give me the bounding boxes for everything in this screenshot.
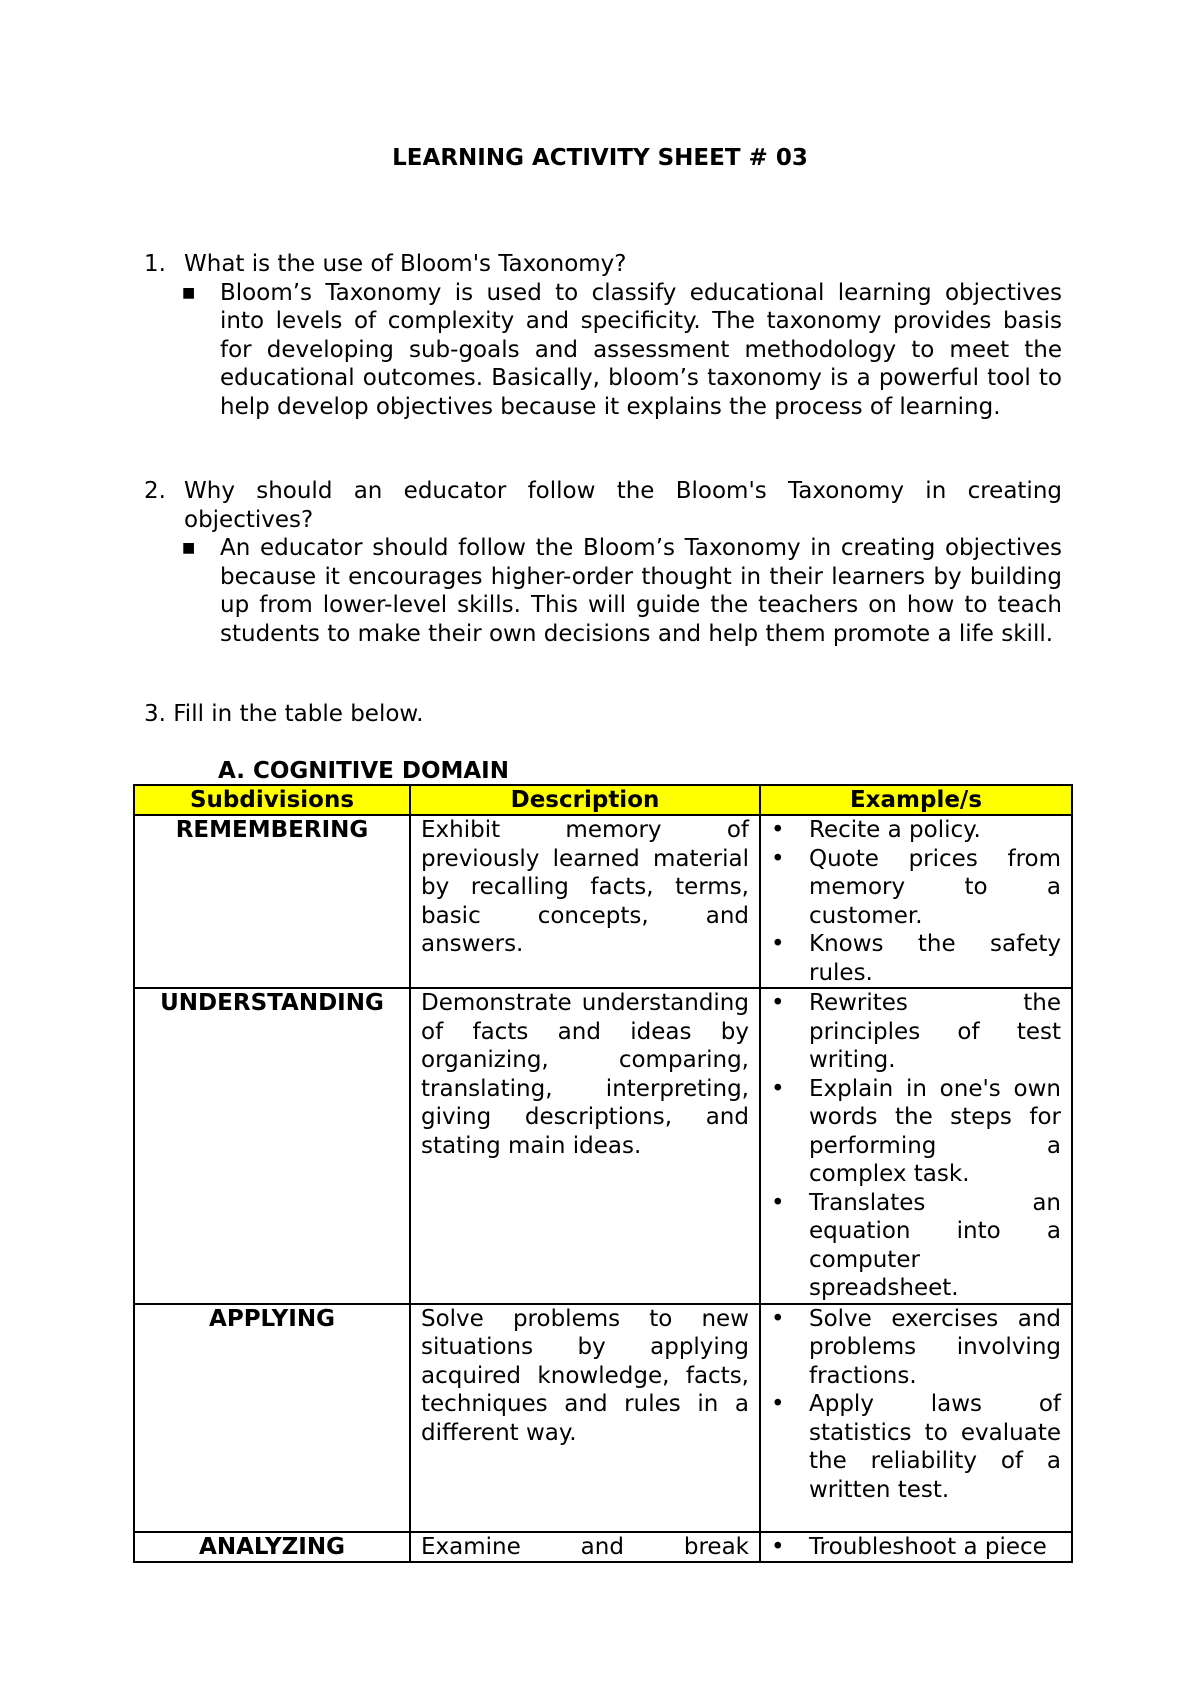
header-subdivisions: Subdivisions <box>134 785 410 815</box>
description-cell: Exhibit memory of previously learned material by recalling facts, terms, basic concepts, and answers. <box>410 815 760 988</box>
examples-cell <box>760 1532 1072 1563</box>
examples-cell <box>760 1304 1072 1532</box>
page-title: LEARNING ACTIVITY SHEET # 03 <box>392 145 808 171</box>
bullet-icon: • <box>771 1391 785 1417</box>
list-item <box>771 1390 1061 1504</box>
example-text: Rewrites the principles of test writing. <box>809 990 1061 1073</box>
question-1 <box>144 250 1062 421</box>
table-header-row <box>134 785 1072 815</box>
description-cell: Examine and break <box>410 1532 760 1563</box>
subdivision-cell: ANALYZING <box>134 1532 410 1563</box>
example-text: Quote prices from memory to a customer. <box>809 845 1061 929</box>
description-cell: Demonstrate understanding of facts and ideas by organizing, comparing, translating, interpreting, giving descriptions, and stating main ideas. <box>410 988 760 1304</box>
answer-text: Bloom’s Taxonomy is used to classify educational learning objectives into levels of complexity and specificity. The taxonomy provides basis for developing sub-goals and assessment methodology to meet the educational outcomes. Basically, bloom’s taxonomy is a powerful tool to help develop objectives because it explains the process of learning. <box>220 279 1062 420</box>
list-item <box>771 1533 1061 1562</box>
bullet-icon: • <box>771 1189 785 1216</box>
header-description: Description <box>410 785 760 815</box>
table-row <box>134 1532 1072 1563</box>
subdivision-cell: APPLYING <box>134 1304 410 1532</box>
square-bullet-icon: ■ <box>182 540 196 556</box>
answer-1 <box>182 279 1062 422</box>
example-text: Explain in one's own words the steps for performing a complex task. <box>809 1075 1061 1187</box>
examples-cell <box>760 988 1072 1304</box>
table-row <box>134 815 1072 988</box>
cognitive-domain-table <box>133 784 1073 1563</box>
example-text: Knows the safety rules. <box>809 931 1061 986</box>
example-text: Apply laws of statistics to evaluate the reliability of a written test. <box>809 1391 1061 1503</box>
bullet-icon: • <box>771 817 785 843</box>
answer-text: An educator should follow the Bloom’s Taxonomy in creating objectives because it encourages higher-order thought in their learners by building up from lower-level skills. This will guide the teachers on how to teach students to make their own decisions and help them promote a life skill. <box>220 535 1062 647</box>
section-title: A. COGNITIVE DOMAIN <box>218 758 509 784</box>
list-item <box>771 989 1061 1075</box>
bullet-icon: • <box>771 845 785 872</box>
bullet-icon: • <box>771 1305 785 1332</box>
example-text: Solve exercises and problems involving fractions. <box>809 1305 1061 1389</box>
subdivision-cell: UNDERSTANDING <box>134 988 410 1304</box>
bullet-icon: • <box>771 1075 785 1102</box>
list-item <box>771 1305 1061 1391</box>
square-bullet-icon: ■ <box>182 284 196 301</box>
table-row <box>134 988 1072 1304</box>
list-item <box>771 816 1061 845</box>
header-examples: Example/s <box>760 785 1072 815</box>
bullet-icon: • <box>771 931 785 957</box>
subdivision-cell: REMEMBERING <box>134 815 410 988</box>
question-number: 2. <box>144 478 166 504</box>
question-text: Why should an educator follow the Bloom's Taxonomy in creating objectives? <box>184 478 1062 533</box>
question-number: 1. <box>144 251 166 277</box>
example-text: Recite a policy. <box>809 817 981 843</box>
table-row <box>134 1304 1072 1532</box>
bullet-icon: • <box>771 990 785 1016</box>
question-text: What is the use of Bloom's Taxonomy? <box>184 251 627 277</box>
bullet-icon: • <box>771 1533 785 1560</box>
question-3: 3. Fill in the table below. <box>144 701 424 727</box>
list-item <box>771 845 1061 931</box>
question-2 <box>144 477 1062 648</box>
list-item <box>771 1075 1061 1189</box>
list-item <box>771 930 1061 987</box>
example-text: Troubleshoot a piece <box>809 1533 1047 1560</box>
list-item <box>771 1189 1061 1303</box>
example-text: Translates an equation into a computer spreadsheet. <box>809 1189 1061 1301</box>
description-cell: Solve problems to new situations by applying acquired knowledge, facts, techniques and rules in a different way. <box>410 1304 760 1532</box>
answer-2 <box>182 534 1062 648</box>
examples-cell <box>760 815 1072 988</box>
